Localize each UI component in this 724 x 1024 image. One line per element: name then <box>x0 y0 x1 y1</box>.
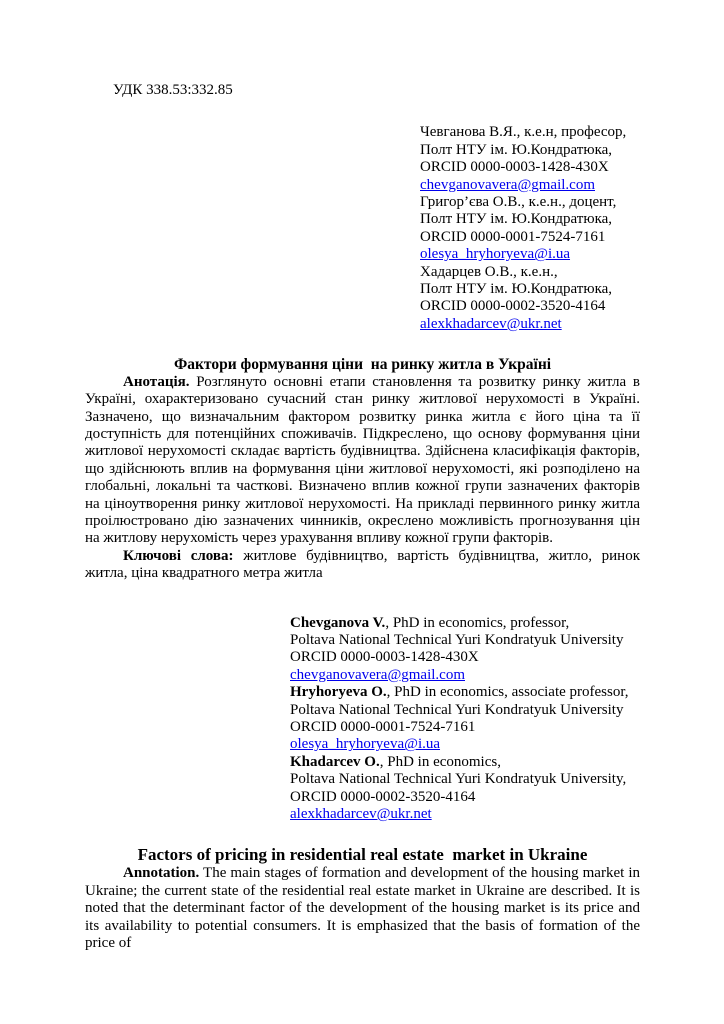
author-affiliation: Полт НТУ ім. Ю.Кондратюка, <box>420 211 613 228</box>
author-email-link[interactable]: chevganovavera@gmail.com <box>290 666 465 683</box>
annotation-en <box>85 865 640 952</box>
author-email-link[interactable]: alexkhadarcev@ukr.net <box>420 315 562 332</box>
author-name: Хадарцев О.В., к.е.н., <box>420 263 558 280</box>
author-affiliation: Poltava National Technical Yuri Kondratyuk University <box>290 701 624 718</box>
author-name: Чевганова В.Я., к.е.н, професор, <box>420 124 627 141</box>
abstract-ua <box>85 374 640 548</box>
keywords-label: Ключові слова: <box>123 547 234 564</box>
article-title-ua: Фактори формування ціни на ринку житла в Україні <box>173 356 552 374</box>
author-email-link[interactable]: olesya_hryhoryeva@i.ua <box>420 246 571 263</box>
author-affiliation: Полт НТУ ім. Ю.Кондратюка, <box>420 141 613 158</box>
author-affiliation: Полт НТУ ім. Ю.Кондратюка, <box>420 281 613 298</box>
author-block-en <box>290 615 640 824</box>
annotation-label: Annotation. <box>123 865 200 882</box>
author-orcid: ORCID 0000-0002-3520-4164 <box>290 788 476 805</box>
abstract-label: Анотація. <box>123 373 190 390</box>
page-content <box>85 0 640 952</box>
author-name: Chevganova V., PhD in economics, professor, <box>290 614 570 631</box>
author-orcid: ORCID 0000-0001-7524-7161 <box>290 719 476 735</box>
author-email-link[interactable]: alexkhadarcev@ukr.net <box>290 806 432 823</box>
annotation-text: The main stages of formation and development of the housing market in Ukraine; the current state of the residential real estate market in Ukraine are described. It is noted that the determinant factor of the development of the housing market is its price and its availability to potential consumers. It is emphasized that the basis of formation of the price of <box>85 865 640 952</box>
author-orcid: ORCID 0000-0002-3520-4164 <box>420 298 606 315</box>
keywords-ua <box>85 548 640 583</box>
author-name: Hryhoryeva O., PhD in economics, associate professor, <box>290 684 629 701</box>
article-title-en: Factors of pricing in residential real estate market in Ukraine <box>137 845 588 865</box>
author-email-link[interactable]: chevganovavera@gmail.com <box>420 176 595 193</box>
author-name: Григор’єва О.В., к.е.н., доцент, <box>420 194 617 211</box>
keywords-text: житлове будівництво, вартість будівництва, житло, ринок житла, ціна квадратного метра житла <box>85 547 640 582</box>
author-block-ua <box>420 124 640 333</box>
author-orcid: ORCID 0000-0003-1428-430X <box>420 159 609 176</box>
author-orcid: ORCID 0000-0001-7524-7161 <box>420 228 606 245</box>
abstract-text: Розглянуто основні етапи становлення та розвитку ринку житла в Україні, охарактеризовано сучасний стан ринку житлової нерухомості в Україні. Зазначено, що визначальним фактором розвитку ринка житла є його ціна та її доступність для потенційних споживачів. Підкреслено, що основу формування ціни житлової нерухомості складає вартість будівництва. Здійснена класифікація факторів, що здійснюють вплив на формування ціни житлової нерухомості, які розподілено на глобальні, локальні та часткові. Визначено вплив кожної групи зазначених факторів на ціноутворення ринку житлової нерухомості. На прикладі первинного ринку житла проілюстровано дію зазначених чинників, окреслено можливість прогнозування цін на житлову нерухомість через урахування впливу кожної групи факторів. <box>85 373 640 547</box>
author-affiliation: Poltava National Technical Yuri Kondratyuk University <box>290 631 624 648</box>
author-orcid: ORCID 0000-0003-1428-430X <box>290 649 479 666</box>
author-affiliation: Poltava National Technical Yuri Kondratyuk University, <box>290 771 627 788</box>
udc-number: УДК 338.53:332.85 <box>113 82 233 98</box>
author-email-link[interactable]: olesya_hryhoryeva@i.ua <box>290 736 441 753</box>
author-name: Khadarcev O., PhD in economics, <box>290 753 501 770</box>
